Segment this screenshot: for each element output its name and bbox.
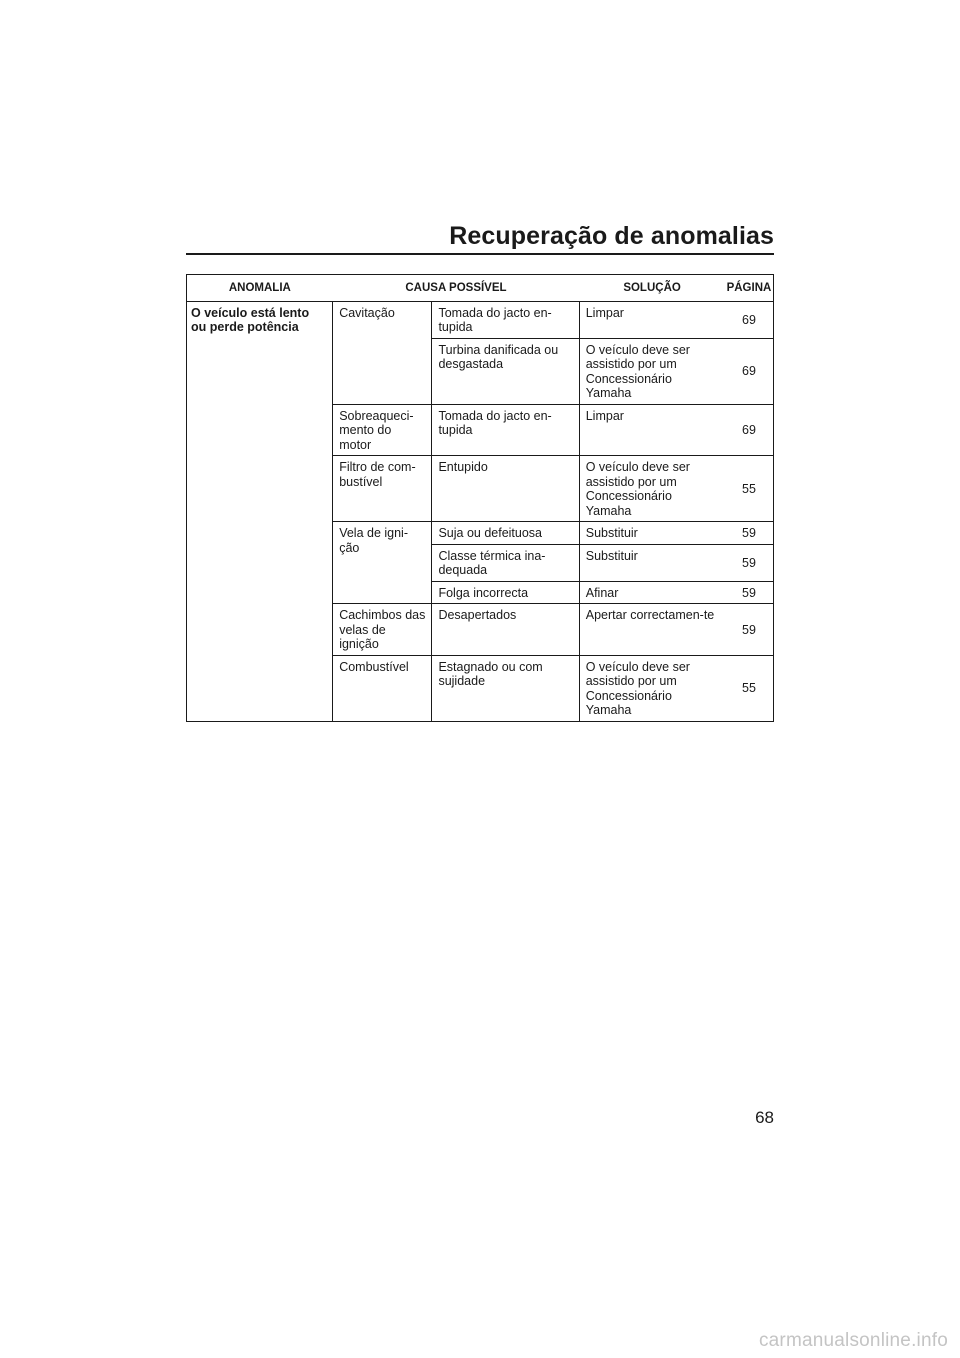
cause-cell: Filtro de com-bustível — [333, 456, 432, 522]
cause-cell: Sobreaqueci-mento do motor — [333, 404, 432, 456]
solution-cell: Limpar — [579, 404, 725, 456]
page-cell: 59 — [725, 604, 774, 656]
solution-cell: Afinar — [579, 581, 725, 604]
detail-cell: Estagnado ou com sujidade — [432, 655, 579, 721]
detail-cell: Suja ou defeituosa — [432, 522, 579, 545]
header-anomalia: ANOMALIA — [187, 275, 333, 302]
page-cell: 55 — [725, 456, 774, 522]
solution-cell: O veículo deve ser assistido por um Concessionário Yamaha — [579, 456, 725, 522]
anomaly-cell — [187, 301, 333, 721]
solution-cell: O veículo deve ser assistido por um Concessionário Yamaha — [579, 338, 725, 404]
detail-cell: Tomada do jacto en-tupida — [432, 404, 579, 456]
title-rule — [186, 253, 774, 255]
page-cell: 69 — [725, 404, 774, 456]
header-solucao: SOLUÇÃO — [579, 275, 725, 302]
cause-cell: Cachimbos das velas de ignição — [333, 604, 432, 656]
page-cell: 55 — [725, 655, 774, 721]
table-header-row — [187, 275, 774, 302]
cause-cell: Combustível — [333, 655, 432, 721]
page-cell: 59 — [725, 522, 774, 545]
detail-cell: Desapertados — [432, 604, 579, 656]
solution-cell: Apertar correctamen-te — [579, 604, 725, 656]
header-causa: CAUSA POSSÍVEL — [333, 275, 580, 302]
cause-cell: Vela de igni-ção — [333, 522, 432, 604]
solution-cell: Substituir — [579, 544, 725, 581]
cause-cell: Cavitação — [333, 301, 432, 404]
anomaly-label: O veículo está lento ou perde potência — [191, 305, 310, 334]
page-cell: 59 — [725, 581, 774, 604]
page-number: 68 — [755, 1108, 774, 1127]
table-row — [187, 301, 774, 338]
solution-cell: Limpar — [579, 301, 725, 338]
page-title: Recuperação de anomalias — [449, 222, 774, 250]
page-cell: 59 — [725, 544, 774, 581]
page-cell: 69 — [725, 338, 774, 404]
watermark: carmanualsonline.info — [758, 1330, 948, 1351]
detail-cell: Folga incorrecta — [432, 581, 579, 604]
header-pagina: PÁGINA — [725, 275, 774, 302]
solution-cell: O veículo deve ser assistido por um Concessionário Yamaha — [579, 655, 725, 721]
detail-cell: Tomada do jacto en-tupida — [432, 301, 579, 338]
detail-cell: Entupido — [432, 456, 579, 522]
detail-cell: Classe térmica ina-dequada — [432, 544, 579, 581]
detail-cell: Turbina danificada ou desgastada — [432, 338, 579, 404]
troubleshooting-table — [186, 274, 774, 722]
solution-cell: Substituir — [579, 522, 725, 545]
page-cell: 69 — [725, 301, 774, 338]
